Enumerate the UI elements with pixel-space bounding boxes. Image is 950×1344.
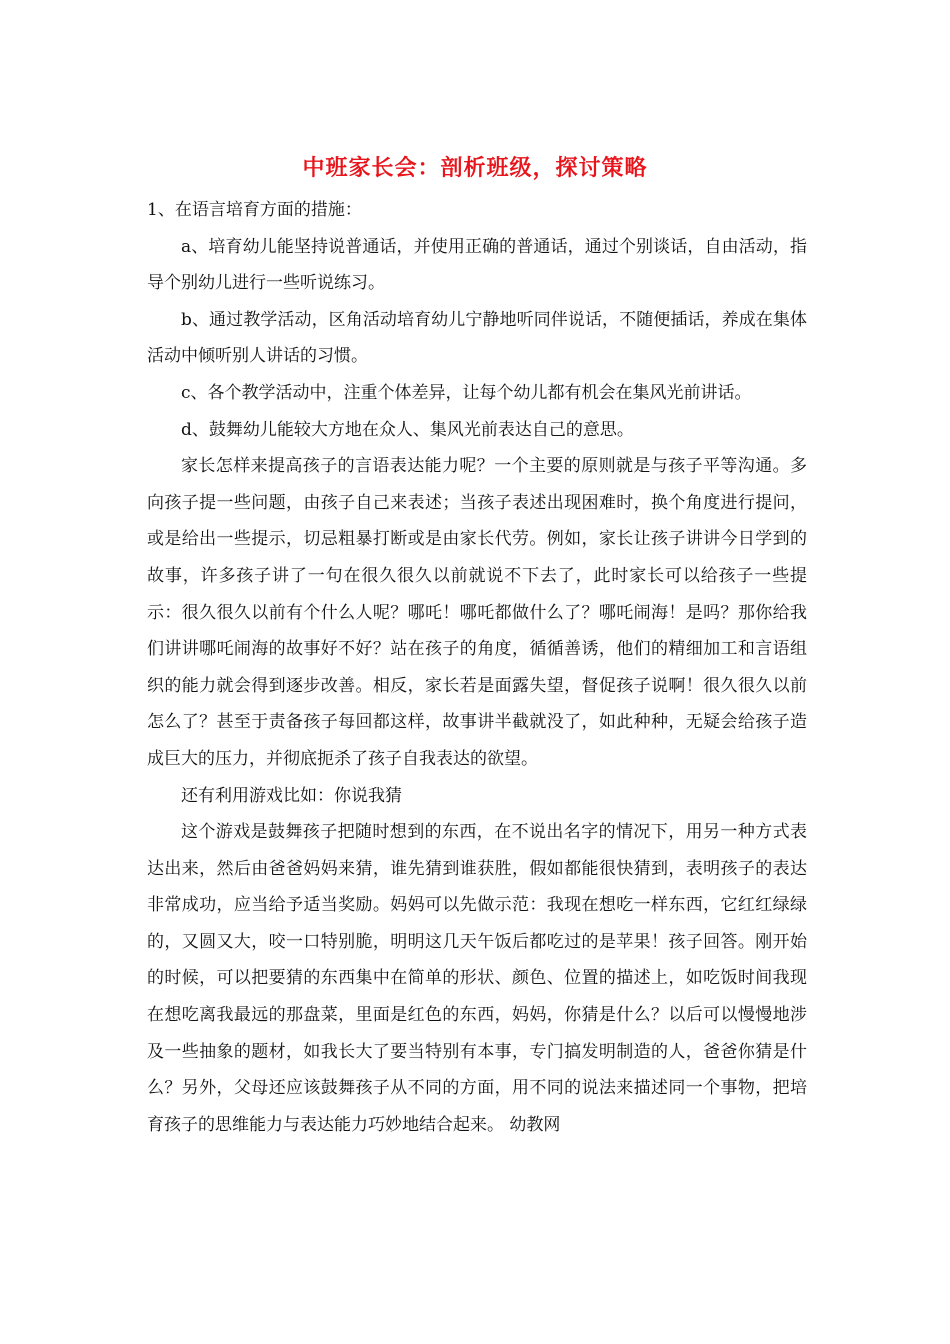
paragraph-game-intro: 还有利用游戏比如：你说我猜	[181, 785, 402, 806]
paragraph-measures-heading: 1、在语言培育方面的措施：	[147, 200, 362, 220]
paragraph-item-d: d、鼓舞幼儿能较大方地在众人、集风光前表达自己的意思。	[181, 419, 634, 440]
paragraph-item-b: b、通过教学活动，区角活动培育幼儿宁静地听同伴说话，不随便插话，养成在集体活动中倾听别人讲话的习惯。	[147, 309, 807, 367]
paragraph-item-c: c、各个教学活动中，注重个体差异，让每个幼儿都有机会在集风光前讲话。	[181, 382, 752, 403]
paragraph-game-description: 这个游戏是鼓舞孩子把随时想到的东西，在不说出名字的情况下，用另一种方式表达出来，然后由爸爸妈妈来猜，谁先猜到谁获胜，假如都能很快猜到，表明孩子的表达非常成功，应当给予适当奖励。妈妈可以先做示范：我现在想吃一样东西，它红红绿绿的，又圆又大，咬一口特别脆，明明这几天午饭后都吃过的是苹果！孩子回答。刚开始的时候，可以把要猜的东西集中在简单的形状、颜色、位置的描述上，如吃饭时间我现在想吃离我最远的那盘菜，里面是红色的东西，妈妈，你猜是什么？以后可以慢慢地涉及一些抽象的题材，如我长大了要当特别有本事，专门搞发明制造的人，爸爸你猜是什么？另外，父母还应该鼓舞孩子从不同的方面，用不同的说法来描述同一个事物，把培育孩子的思维能力与表达能力巧妙地结合起来。 幼教网	[147, 822, 807, 1135]
paragraph-item-a: a、培育幼儿能坚持说普通话，并使用正确的普通话，通过个别谈话，自由活动，指导个别幼儿进行一些听说练习。	[147, 236, 807, 294]
document-title: 中班家长会：剖析班级，探讨策略	[302, 155, 648, 181]
paragraph-parents-advice: 家长怎样来提高孩子的言语表达能力呢？一个主要的原则就是与孩子平等沟通。多向孩子提一些问题，由孩子自己来表述；当孩子表述出现困难时，换个角度进行提问，或是给出一些提示，切忌粗暴打断或是由家长代劳。例如，家长让孩子讲讲今日学到的故事，许多孩子讲了一句在很久很久以前就说不下去了，此时家长可以给孩子一些提示：很久很久以前有个什么人呢？哪吒！哪吒都做什么了？哪吒闹海！是吗？那你给我们讲讲哪吒闹海的故事好不好？站在孩子的角度，循循善诱，他们的精细加工和言语组织的能力就会得到逐步改善。相反，家长若是面露失望，督促孩子说啊！很久很久以前怎么了？甚至于责备孩子每回都这样，故事讲半截就没了，如此种种，无疑会给孩子造成巨大的压力，并彻底扼杀了孩子自我表达的欲望。	[147, 456, 807, 769]
document-body	[147, 192, 807, 1143]
